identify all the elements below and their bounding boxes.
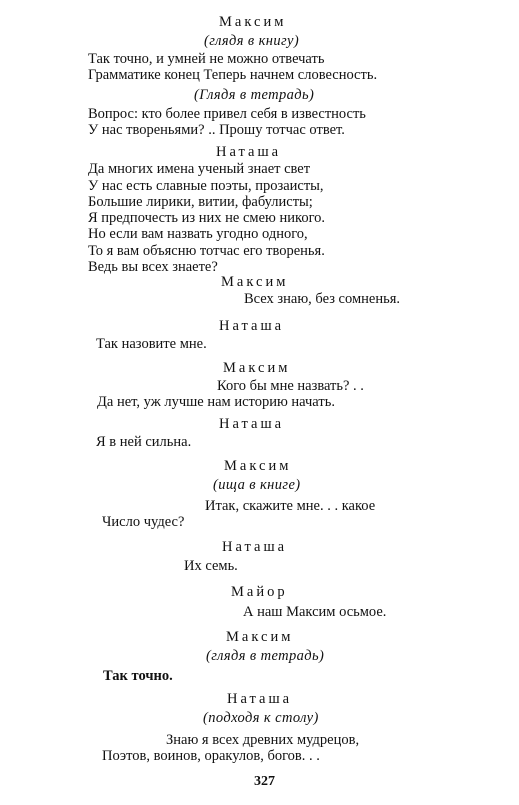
speaker-name: Наташа: [222, 539, 288, 555]
verse-line: Всех знаю, без сомненья.: [244, 291, 401, 307]
verse-line: Поэтов, воинов, оракулов, богов. . .: [102, 748, 320, 764]
verse-line: Так точно.: [103, 668, 173, 684]
verse-line: Кого бы мне назвать? . .: [217, 378, 364, 394]
speaker-name: Максим: [226, 629, 294, 645]
verse-line: Так точно, и умней не можно отвечать: [88, 51, 325, 67]
stage-direction: (ища в книге): [213, 477, 301, 493]
speaker-name: Наташа: [219, 318, 285, 334]
verse-line: У нас твореньями? .. Прошу тотчас ответ.: [88, 122, 345, 138]
verse-line: Грамматике конец Теперь начнем словесность.: [88, 67, 378, 83]
verse-line: Но если вам назвать угодно одного,: [88, 226, 308, 242]
stage-direction: (Глядя в тетрадь): [194, 87, 315, 103]
verse-line: А наш Максим осьмое.: [243, 604, 387, 620]
verse-line: Так назовите мне.: [96, 336, 207, 352]
verse-line: Я в ней сильна.: [96, 434, 192, 450]
verse-line: Большие лирики, витии, фабулисты;: [88, 194, 313, 210]
page-number: 327: [254, 774, 275, 789]
verse-line: Знаю я всех древних мудрецов,: [166, 732, 360, 748]
speaker-name: Наташа: [216, 144, 282, 160]
stage-direction: (подходя к столу): [203, 710, 319, 726]
verse-line: Их семь.: [184, 558, 238, 574]
verse-line: Итак, скажите мне. . . какое: [205, 498, 376, 514]
speaker-name: Максим: [221, 274, 289, 290]
verse-line: Я предпочесть из них не смею никого.: [88, 210, 326, 226]
verse-line: Да многих имена ученый знает свет: [88, 161, 311, 177]
verse-line: То я вам объясню тотчас его творенья.: [88, 243, 325, 259]
speaker-name: Максим: [219, 14, 287, 30]
verse-line: Число чудес?: [102, 514, 185, 530]
stage-direction: (глядя в тетрадь): [206, 648, 325, 664]
stage-direction: (глядя в книгу): [204, 33, 300, 49]
speaker-name: Максим: [224, 458, 292, 474]
verse-line: Ведь вы всех знаете?: [88, 259, 218, 275]
speaker-name: Наташа: [227, 691, 293, 707]
speaker-name: Майор: [231, 584, 288, 600]
speaker-name: Максим: [223, 360, 291, 376]
verse-line: У нас есть славные поэты, прозаисты,: [88, 178, 324, 194]
speaker-name: Наташа: [219, 416, 285, 432]
verse-line: Вопрос: кто более привел себя в известность: [88, 106, 366, 122]
verse-line: Да нет, уж лучше нам историю начать.: [97, 394, 335, 410]
